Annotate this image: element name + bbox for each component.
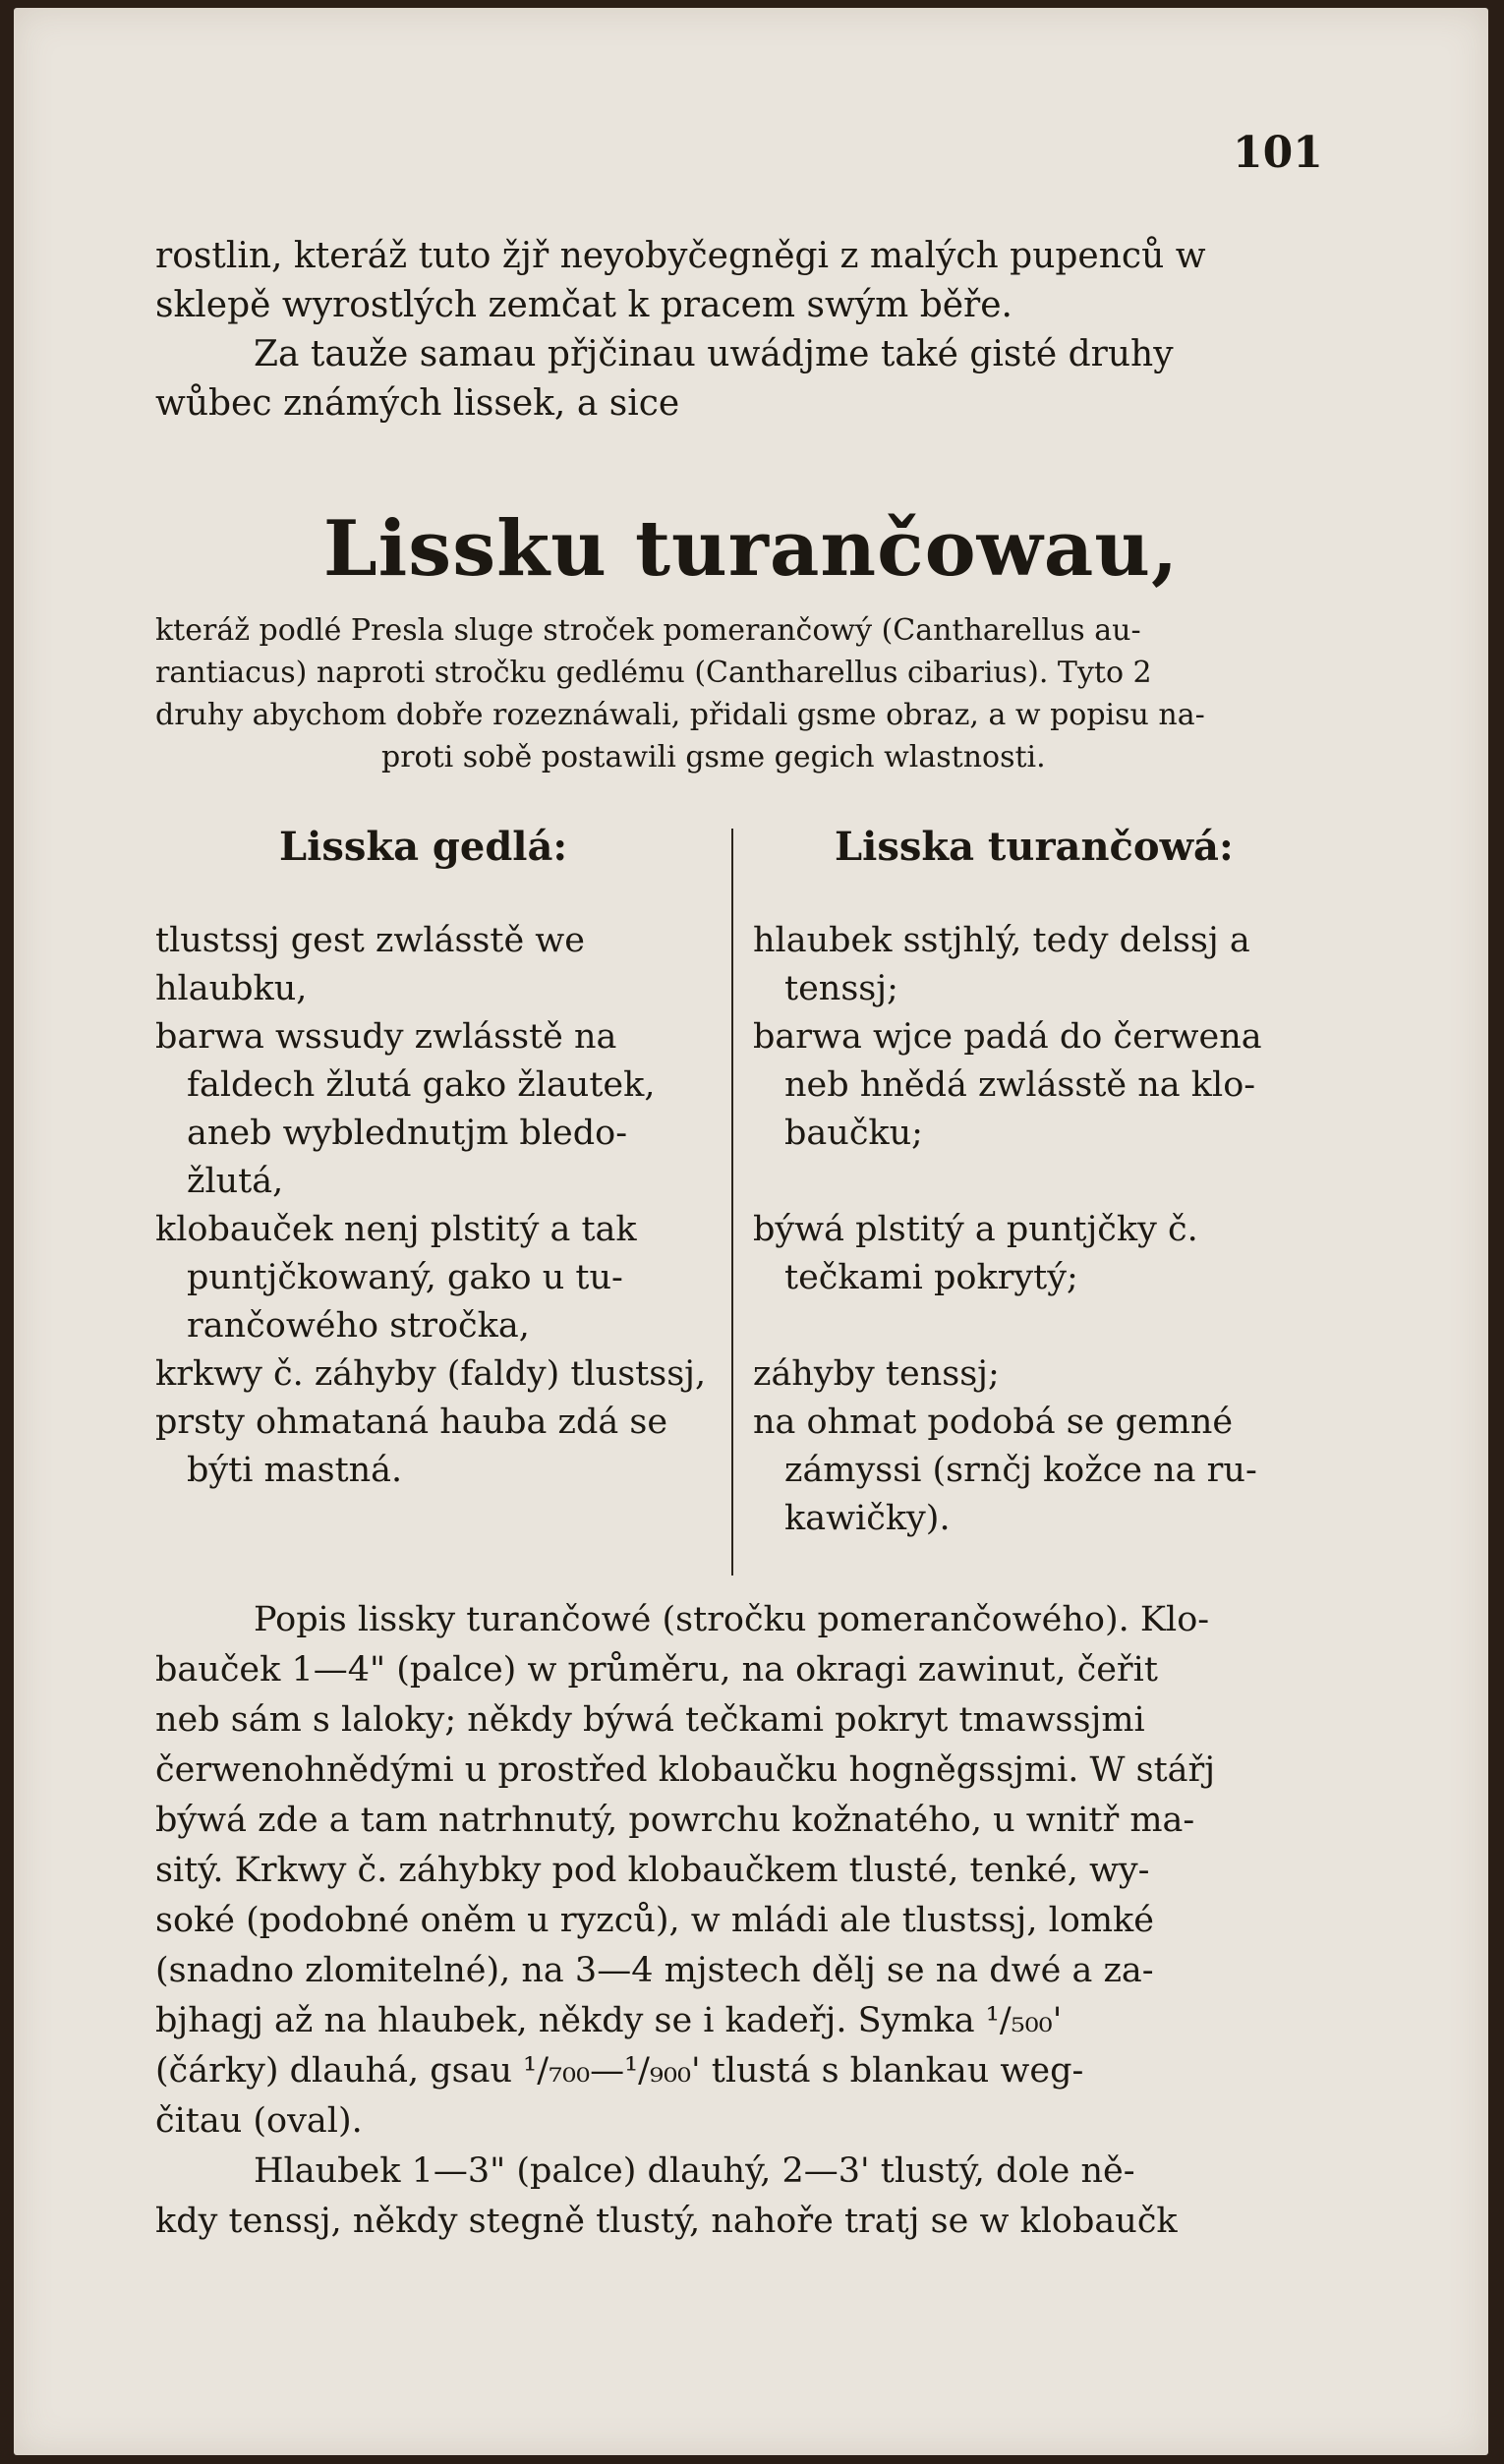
column-divider xyxy=(731,829,733,1576)
text-line: bjhagj až na hlaubek, někdy se i kadeřj. Symka ¹/₅₀₀' xyxy=(155,2001,1063,2040)
text-line: bauček 1—4" (palce) w průměru, na okragi zawinut, čeřit xyxy=(155,1650,1158,1690)
column-line: býti mastná. xyxy=(187,1451,403,1490)
text-line: (čárky) dlauhá, gsau ¹/₇₀₀—¹/₉₀₀' tlustá s blankau weg- xyxy=(155,2051,1084,2091)
popis-paragraph xyxy=(155,1595,1315,2247)
column-line: tečkami pokrytý; xyxy=(784,1258,1078,1297)
column-line: kawičky). xyxy=(784,1499,951,1538)
book-page xyxy=(14,8,1488,2455)
column-line: záhyby tenssj; xyxy=(753,1354,1000,1394)
column-line: tenssj; xyxy=(784,969,898,1008)
right-column-title: Lisska turančowá: xyxy=(835,824,1234,870)
column-line: hlaubek sstjhlý, tedy delssj a xyxy=(753,921,1250,960)
column-line: faldech žlutá gako žlautek, xyxy=(187,1065,656,1105)
column-line: barwa wjce padá do čerwena xyxy=(753,1017,1262,1057)
column-line: býwá plstitý a puntjčky č. xyxy=(753,1210,1198,1249)
column-line: hlaubku, xyxy=(155,969,308,1008)
section-heading: Lissku turančowau, xyxy=(322,504,1180,594)
text-line: čerwenohnědými u prostřed klobaučku hogněgssjmi. W stářj xyxy=(155,1750,1216,1790)
text-line: rantiacus) naproti stročku gedlému (Cantharellus cibarius). Tyto 2 xyxy=(155,656,1152,690)
text-line: neb sám s laloky; někdy býwá tečkami pokryt tmawssjmi xyxy=(155,1700,1145,1740)
text-line: Hlaubek 1—3" (palce) dlauhý, 2—3' tlustý, dole ně- xyxy=(254,2151,1135,2191)
text-line: čitau (oval). xyxy=(155,2101,363,2141)
column-line: rančowého stročka, xyxy=(187,1306,530,1346)
page-number: 101 xyxy=(1233,128,1323,178)
column-line: krkwy č. záhyby (faldy) tlustssj, xyxy=(155,1354,707,1394)
text-line: druhy abychom dobře rozeznáwali, přidali gsme obraz, a w popisu na- xyxy=(155,698,1205,732)
left-column-title: Lisska gedlá: xyxy=(279,824,568,870)
left-column xyxy=(155,917,716,1495)
column-line: tlustssj gest zwlásstě we xyxy=(155,921,585,960)
intro-paragraph xyxy=(155,232,1315,429)
text-line: Popis lissky turančowé (stročku pomerančowého). Klo- xyxy=(254,1600,1210,1639)
text-line: rostlin, kteráž tuto žjř neyobyčegněgi z malých pupenců w xyxy=(155,236,1206,276)
column-line: prsty ohmataná hauba zdá se xyxy=(155,1403,668,1442)
column-line: zámyssi (srnčj kožce na ru- xyxy=(784,1451,1257,1490)
text-line: soké (podobné oněm u ryzců), w mládi ale tlustssj, lomké xyxy=(155,1901,1154,1940)
text-line: sklepě wyrostlých zemčat k pracem swým běře. xyxy=(155,285,1012,325)
column-line: baučku; xyxy=(784,1114,923,1153)
column-line: klobauček nenj plstitý a tak xyxy=(155,1210,637,1249)
column-line: barwa wssudy zwlásstě na xyxy=(155,1017,617,1057)
column-line: aneb wyblednutjm bledo- xyxy=(187,1114,628,1153)
description-paragraph xyxy=(155,609,1315,778)
text-line: proti sobě postawili gsme gegich wlastnosti. xyxy=(381,740,1046,774)
text-line: Za tauže samau přjčinau uwádjme také gisté druhy xyxy=(254,334,1174,374)
text-line: býwá zde a tam natrhnutý, powrchu kožnatého, u wnitř ma- xyxy=(155,1801,1195,1840)
text-line: kteráž podlé Presla sluge stroček pomerančowý (Cantharellus au- xyxy=(155,613,1141,648)
text-line: (snadno zlomitelné), na 3—4 mjstech dělj se na dwé a za- xyxy=(155,1951,1154,1990)
right-column xyxy=(753,917,1323,1543)
text-line: sitý. Krkwy č. záhybky pod klobaučkem tlusté, tenké, wy- xyxy=(155,1851,1150,1890)
text-line: wůbec známých lissek, a sice xyxy=(155,383,680,424)
column-line: na ohmat podobá se gemné xyxy=(753,1403,1234,1442)
column-line: neb hnědá zwlásstě na klo- xyxy=(784,1065,1256,1105)
column-line: puntjčkowaný, gako u tu- xyxy=(187,1258,623,1297)
text-line: kdy tenssj, někdy stegně tlustý, nahoře tratj se w klobaučk xyxy=(155,2202,1178,2241)
column-line: žlutá, xyxy=(187,1162,284,1201)
